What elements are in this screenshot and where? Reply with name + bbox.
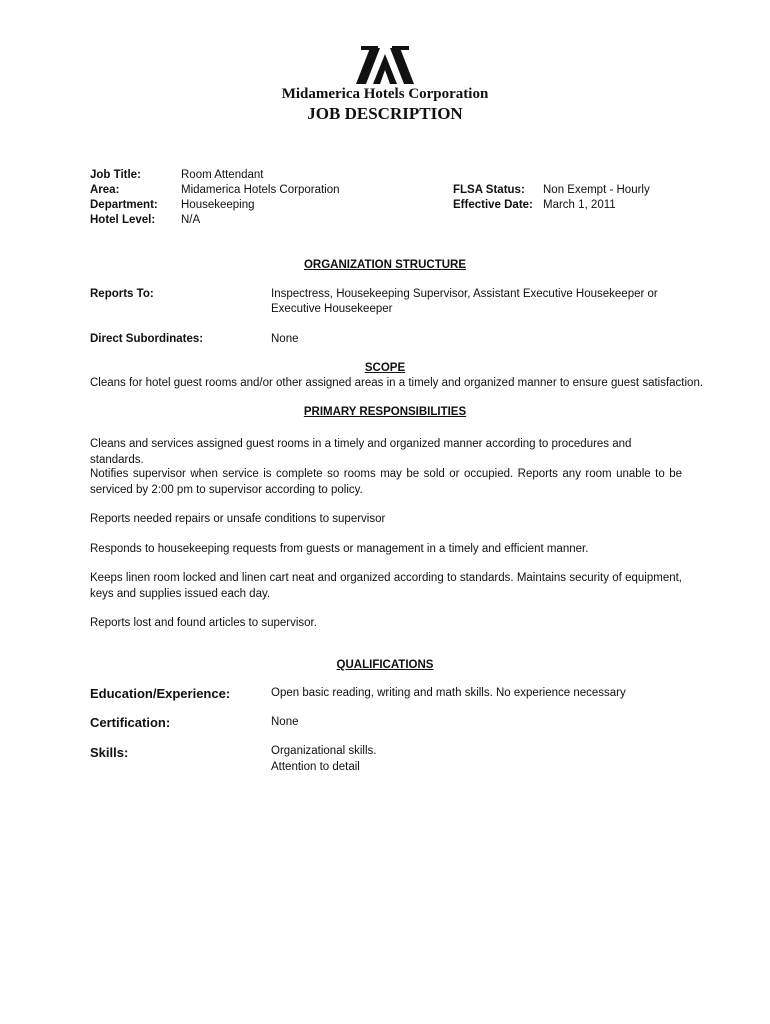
company-name: Midamerica Hotels Corporation: [281, 86, 489, 102]
certification-value: None: [271, 716, 299, 728]
direct-subordinates-label: Direct Subordinates:: [90, 333, 204, 345]
direct-subordinates-value: None: [271, 333, 299, 345]
reports-to-line-2: Executive Housekeeper: [271, 303, 393, 315]
department-value: Housekeeping: [181, 199, 255, 211]
skills-label: Skills:: [90, 745, 129, 760]
effective-date-label: Effective Date:: [453, 199, 533, 211]
responsibility-item: Cleans and services assigned guest rooms in a timely and organized manner according to procedures and standards.: [90, 438, 632, 466]
responsibility-item: Notifies supervisor when service is complete so rooms may be sold or occupied. Reports any room unable to be serviced by 2:00 pm to supervisor according to policy.: [90, 468, 682, 496]
certification-label: Certification:: [90, 715, 171, 730]
document-title: JOB DESCRIPTION: [307, 104, 463, 123]
reports-to-line-1: Inspectress, Housekeeping Supervisor, Assistant Executive Housekeeper or: [271, 288, 658, 300]
job-title-value: Room Attendant: [181, 169, 264, 181]
area-label: Area:: [90, 184, 120, 196]
department-label: Department:: [90, 199, 158, 211]
responsibility-item: Responds to housekeeping requests from guests or management in a timely and efficient manner.: [90, 543, 589, 555]
education-experience-label: Education/Experience:: [90, 686, 231, 701]
responsibility-item: Reports lost and found articles to supervisor.: [90, 617, 317, 629]
flsa-status-value: Non Exempt - Hourly: [543, 184, 650, 196]
effective-date-value: March 1, 2011: [543, 199, 616, 211]
hotel-level-label: Hotel Level:: [90, 214, 156, 226]
reports-to-label: Reports To:: [90, 288, 154, 300]
responsibility-item: Reports needed repairs or unsafe conditions to supervisor: [90, 513, 386, 525]
scope-heading: SCOPE: [364, 362, 406, 374]
education-experience-value: Open basic reading, writing and math skills. No experience necessary: [271, 687, 626, 699]
qualifications-heading: QUALIFICATIONS: [336, 659, 434, 671]
midamerica-logo: [356, 44, 414, 86]
flsa-status-label: FLSA Status:: [453, 184, 525, 196]
hotel-level-value: N/A: [181, 214, 201, 226]
area-value: Midamerica Hotels Corporation: [181, 184, 340, 196]
primary-responsibilities-heading: PRIMARY RESPONSIBILITIES: [303, 406, 467, 418]
skills-value-line-1: Organizational skills.: [271, 745, 377, 757]
scope-text: Cleans for hotel guest rooms and/or other assigned areas in a timely and organized manner to ensure guest satisfaction.: [90, 377, 704, 389]
skills-value-line-2: Attention to detail: [271, 761, 360, 773]
job-title-label: Job Title:: [90, 169, 141, 181]
org-structure-heading: ORGANIZATION STRUCTURE: [303, 259, 467, 271]
responsibility-item: Keeps linen room locked and linen cart neat and organized according to standards. Maintains security of equipment, keys and supplies issued each day.: [90, 572, 682, 600]
